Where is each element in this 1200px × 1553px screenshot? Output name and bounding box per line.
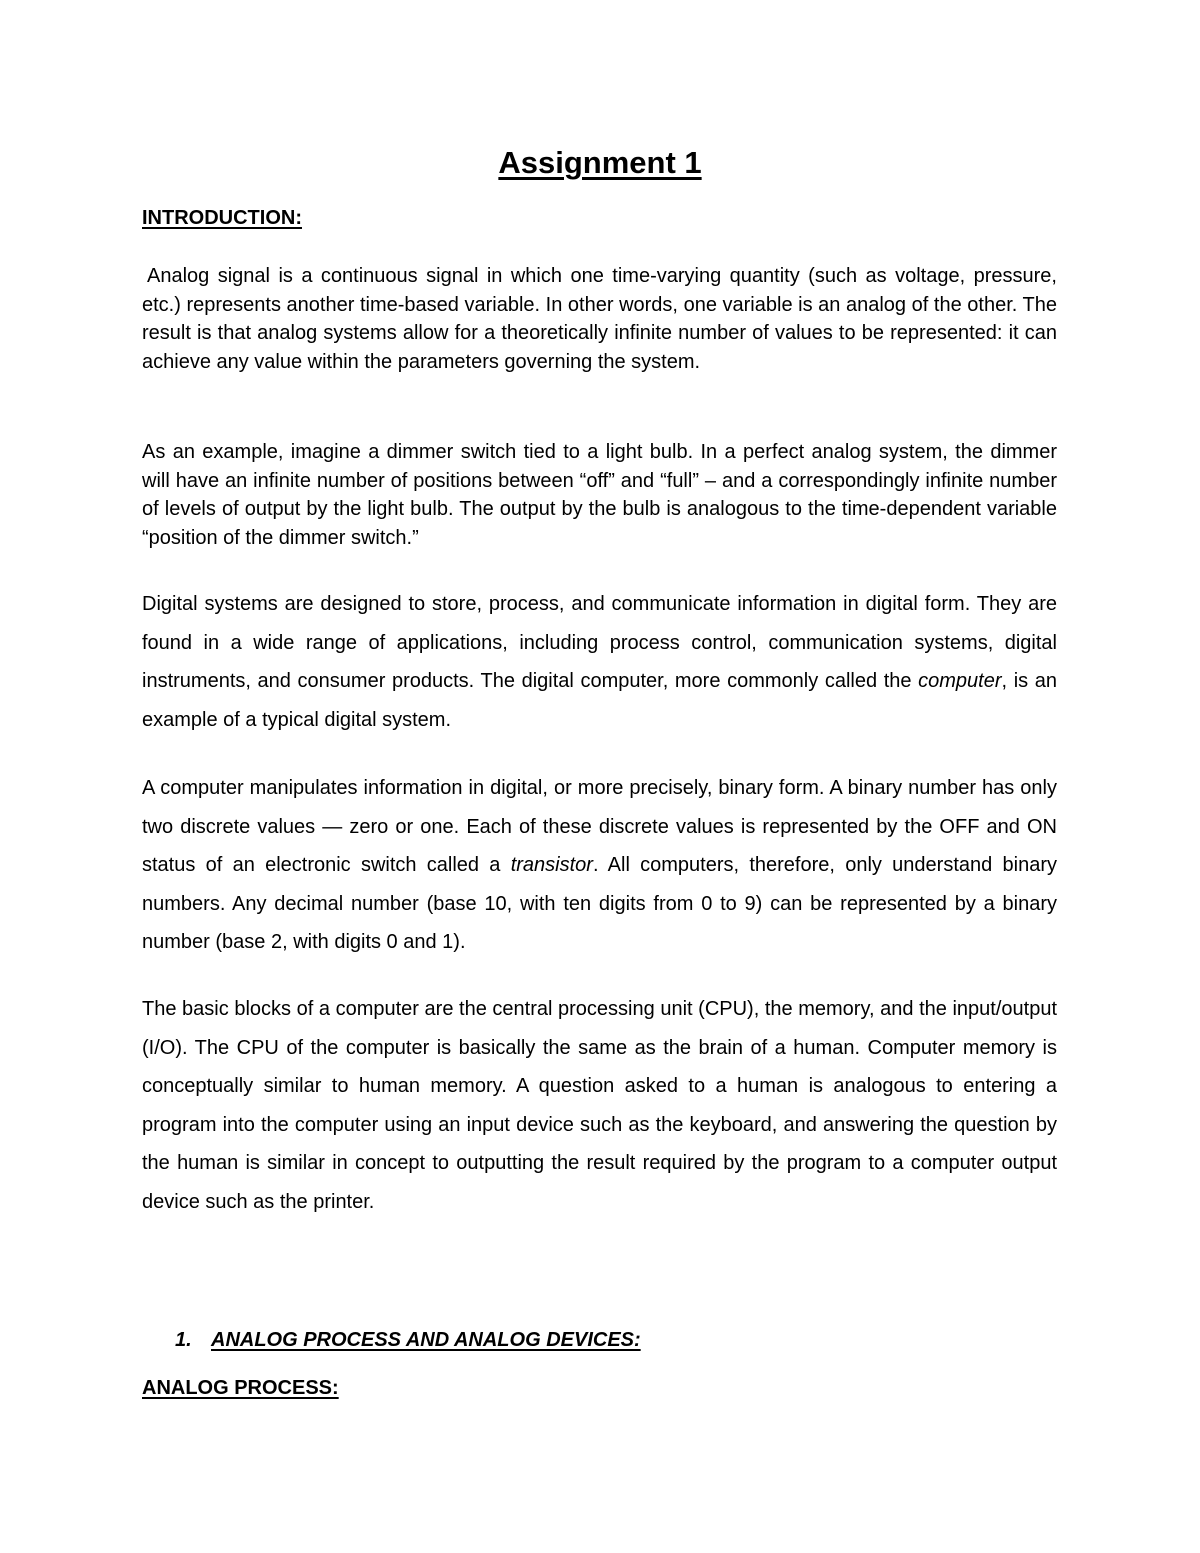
paragraph-computer-blocks: The basic blocks of a computer are the central processing unit (CPU), the memory, and the input/output (I/O). The CPU of the computer is basically the same as the brain of a human. Computer memory is conceptually similar to human memory. A question asked to a human is analogous to entering a program into the computer using an input device such as the keyboard, and answering the question by the human is similar in concept to outputting the result required by the program to a computer output device such as the printer. (142, 998, 1057, 1213)
document-title: Assignment 1 (498, 145, 702, 180)
paragraph-dimmer-example: As an example, imagine a dimmer switch tied to a light bulb. In a perfect analog system, the dimmer will have an infinite number of positions between “off” and “full” – and a correspondingly infinite number of levels of output by the light bulb. The output by the bulb is analogous to the time-dependent variable “position of the dimmer switch.” (142, 441, 1057, 549)
section-1-label: ANALOG PROCESS AND ANALOG DEVICES: (211, 1329, 641, 1351)
introduction-heading: INTRODUCTION: (142, 207, 302, 229)
paragraph-digital-systems-text: Digital systems are designed to store, process, and communicate information in digital form. They are found in a wide range of applications, including process control, communication systems, digital instruments, and consumer products. The digital computer, more commonly called the (142, 593, 1057, 693)
emphasis-transistor: transistor (510, 854, 593, 877)
paragraph-digital-systems (142, 585, 1057, 739)
section-1-number: 1. (175, 1329, 192, 1351)
section-1-heading (175, 1327, 641, 1353)
analog-process-heading: ANALOG PROCESS: (142, 1377, 339, 1399)
emphasis-computer: computer (918, 670, 1002, 693)
paragraph-binary-text: A computer manipulates information in digital, or more precisely, binary form. A binary number has only two discrete values — zero or one. Each of these discrete values is represented by the OFF and ON status of an electronic switch called a (142, 777, 1057, 877)
paragraph-binary (142, 769, 1057, 962)
paragraph-analog-signal: Analog signal is a continuous signal in which one time-varying quantity (such as voltage, pressure, etc.) represents another time-based variable. In other words, one variable is an analog of the other. The result is that analog systems allow for a theoretically infinite number of values to be represented: it can achieve any value within the parameters governing the system. (142, 265, 1057, 373)
paragraph-binary-tail: . All computers, therefore, only understand binary numbers. Any decimal number (base 10, with ten digits from 0 to 9) can be represented by a binary number (base 2, with digits 0 and 1). (142, 854, 1057, 954)
paragraph-digital-systems-tail: , is an example of a typical digital system. (142, 670, 1058, 731)
